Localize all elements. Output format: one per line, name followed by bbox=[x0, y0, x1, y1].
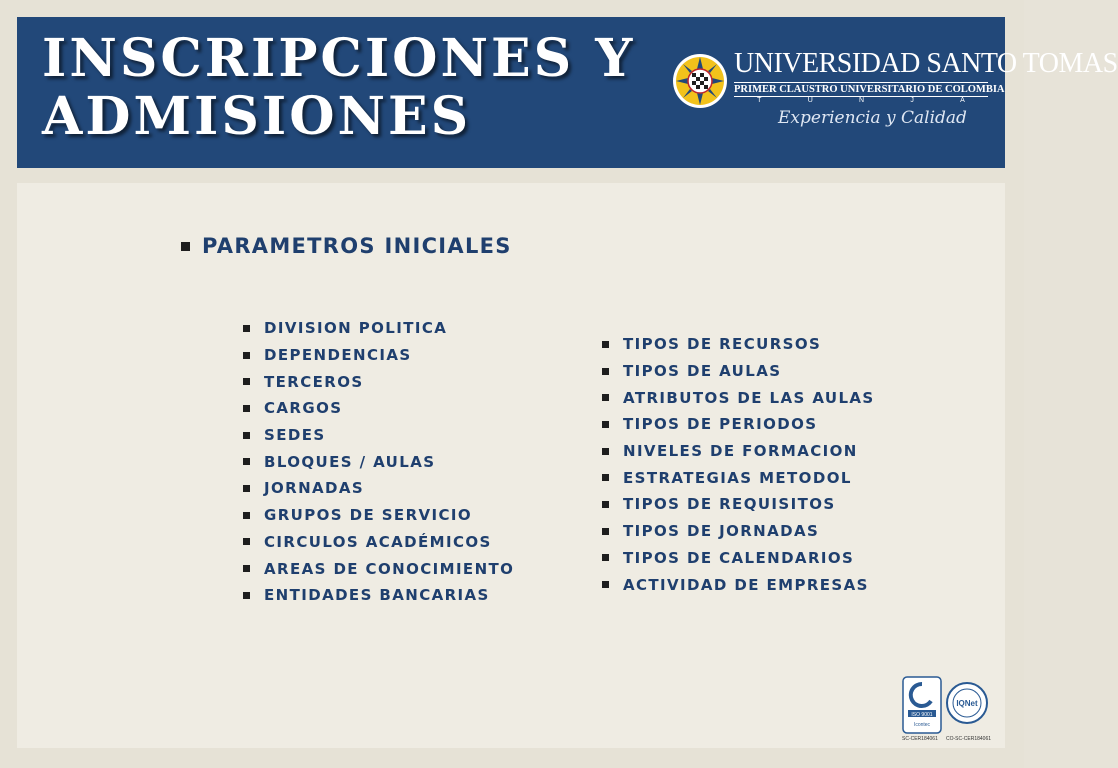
list-item bbox=[243, 368, 514, 395]
list-item-label: TIPOS DE RECURSOS bbox=[623, 335, 822, 354]
title-line-2: ADMISIONES bbox=[42, 86, 472, 147]
list-item bbox=[602, 358, 875, 385]
certification-badges bbox=[902, 674, 990, 746]
bullet-square-icon bbox=[602, 368, 609, 375]
badge2-text: IQNet bbox=[956, 699, 978, 708]
bullet-square-icon bbox=[243, 325, 250, 332]
list-item-label: AREAS DE CONOCIMIENTO bbox=[264, 559, 515, 578]
badge1-text: ISO 9001 bbox=[911, 712, 933, 718]
bullet-square-icon bbox=[243, 378, 250, 385]
list-item-label: TERCEROS bbox=[264, 372, 364, 391]
list-item bbox=[602, 384, 875, 411]
list-item-label: ESTRATEGIAS METODOL bbox=[623, 468, 852, 487]
university-slogan: Experiencia y Calidad bbox=[778, 108, 967, 128]
list-item-label: TIPOS DE CALENDARIOS bbox=[623, 548, 855, 567]
section-heading bbox=[181, 234, 512, 258]
bullet-square-icon bbox=[243, 458, 250, 465]
list-item-label: CARGOS bbox=[264, 399, 343, 418]
university-subtitle: PRIMER CLAUSTRO UNIVERSITARIO DE COLOMBIA bbox=[734, 84, 1005, 95]
list-item-label: JORNADAS bbox=[264, 479, 365, 498]
list-item bbox=[243, 475, 514, 502]
list-item bbox=[243, 555, 514, 582]
list-item-label: TIPOS DE REQUISITOS bbox=[623, 495, 836, 514]
bullet-square-icon bbox=[243, 538, 250, 545]
left-parameter-list bbox=[243, 315, 514, 609]
list-item-label: BLOQUES / AULAS bbox=[264, 452, 436, 471]
iqnet-badge-icon bbox=[946, 682, 988, 724]
city-letter: A bbox=[960, 97, 965, 104]
bullet-square-icon bbox=[243, 592, 250, 599]
city-letter: T bbox=[757, 97, 762, 104]
list-item-label: NIVELES DE FORMACION bbox=[623, 442, 858, 461]
list-item bbox=[602, 545, 875, 572]
certificate-code: SC-CER184061 bbox=[902, 736, 938, 742]
list-item bbox=[602, 464, 875, 491]
list-item-label: CIRCULOS ACADÉMICOS bbox=[264, 532, 492, 551]
bullet-square-icon bbox=[181, 242, 190, 251]
list-item bbox=[243, 502, 514, 529]
list-item bbox=[243, 448, 514, 475]
logo-divider bbox=[734, 82, 988, 83]
list-item-label: ATRIBUTOS DE LAS AULAS bbox=[623, 388, 875, 407]
list-item bbox=[243, 529, 514, 556]
university-city bbox=[734, 97, 988, 105]
city-letter: N bbox=[859, 97, 865, 104]
list-item bbox=[602, 571, 875, 598]
list-item bbox=[243, 342, 514, 369]
bullet-square-icon bbox=[602, 501, 609, 508]
page-title bbox=[42, 30, 642, 146]
university-name: UNIVERSIDAD SANTO TOMAS bbox=[734, 48, 1118, 79]
bullet-square-icon bbox=[243, 405, 250, 412]
certificate-code: CO-SC-CER184061 bbox=[946, 736, 992, 742]
bullet-square-icon bbox=[602, 554, 609, 561]
bullet-square-icon bbox=[602, 474, 609, 481]
bullet-square-icon bbox=[602, 421, 609, 428]
list-item-label: TIPOS DE JORNADAS bbox=[623, 522, 820, 541]
list-item bbox=[602, 331, 875, 358]
bullet-square-icon bbox=[602, 394, 609, 401]
bullet-square-icon bbox=[243, 485, 250, 492]
section-heading-text: PARAMETROS INICIALES bbox=[202, 234, 512, 258]
city-letter: J bbox=[910, 97, 914, 104]
list-item-label: DEPENDENCIAS bbox=[264, 346, 412, 365]
list-item-label: ENTIDADES BANCARIAS bbox=[264, 586, 490, 605]
university-seal-icon bbox=[672, 53, 728, 109]
bullet-square-icon bbox=[243, 352, 250, 359]
bullet-square-icon bbox=[602, 448, 609, 455]
city-letter: U bbox=[807, 97, 813, 104]
list-item-label: TIPOS DE AULAS bbox=[623, 362, 782, 381]
list-item-label: TIPOS DE PERIODOS bbox=[623, 415, 818, 434]
list-item bbox=[243, 315, 514, 342]
title-line-1: INSCRIPCIONES Y bbox=[42, 28, 636, 89]
list-item bbox=[243, 395, 514, 422]
university-logo bbox=[672, 47, 1118, 143]
list-item bbox=[243, 422, 514, 449]
list-item bbox=[602, 411, 875, 438]
list-item bbox=[602, 518, 875, 545]
bullet-square-icon bbox=[602, 528, 609, 535]
bullet-square-icon bbox=[243, 512, 250, 519]
icontec-iso-badge-icon bbox=[902, 676, 942, 734]
list-item bbox=[243, 582, 514, 609]
right-parameter-list bbox=[602, 331, 875, 598]
bullet-square-icon bbox=[243, 432, 250, 439]
list-item bbox=[602, 491, 875, 518]
list-item-label: DIVISION POLITICA bbox=[264, 319, 448, 338]
bullet-square-icon bbox=[243, 565, 250, 572]
list-item bbox=[602, 438, 875, 465]
bullet-square-icon bbox=[602, 581, 609, 588]
list-item-label: ACTIVIDAD DE EMPRESAS bbox=[623, 575, 869, 594]
list-item-label: SEDES bbox=[264, 426, 326, 445]
bullet-square-icon bbox=[602, 341, 609, 348]
list-item-label: GRUPOS DE SERVICIO bbox=[264, 506, 473, 525]
badge1-org: Icontec bbox=[913, 722, 931, 728]
